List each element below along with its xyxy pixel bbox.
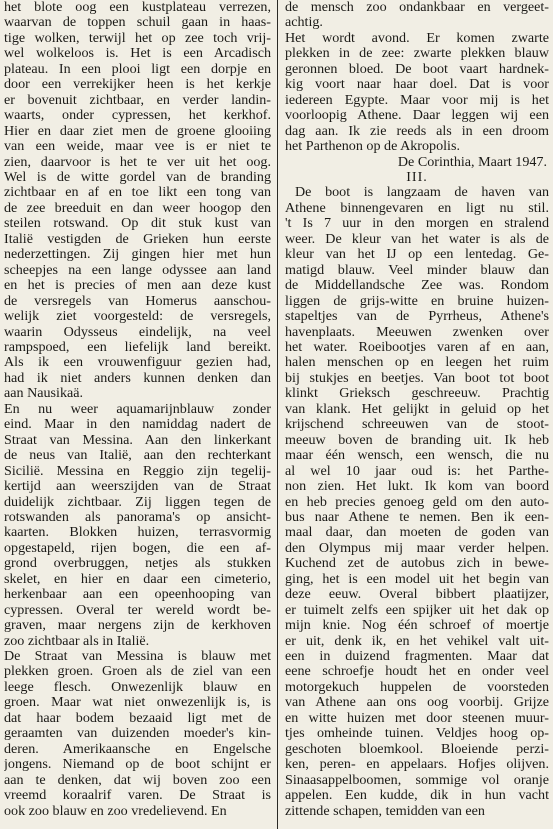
left-column-line: rotswanden als panorama's op ansicht- (4, 508, 271, 525)
right-column-line: meeuw boven de branding uit. Ik heb (285, 431, 549, 448)
right-column-line: van klank. Het gelijkt in geluid op het (285, 400, 549, 417)
left-column-line: ook zoo blauw en zoo vredelievend. En (4, 802, 227, 819)
left-column-line: plateau. In een plooi ligt een dorpje en (4, 60, 271, 77)
right-column-line: Het wordt avond. Er komen zwarte (285, 29, 549, 46)
left-column-line: Wel is de witte gordel van de branding (4, 168, 271, 185)
left-column-line: eind. Maar in den namiddag nadert de (4, 416, 271, 433)
left-column-line: kaarten. Blokken huizen, terrasvormig (4, 524, 271, 541)
left-column-line: aan te denken, dat wij boven zoo een (4, 771, 271, 788)
left-column-line: grond overbruggen, netjes als stukken (4, 555, 271, 572)
left-column-line: opgestapeld, rijen bogen, die een af- (4, 539, 271, 556)
left-column-line: zien, daarvoor is het te ver uit het oog. (4, 153, 271, 170)
right-column-line: het water. Roeibootjes varen af en aan, (285, 338, 549, 355)
right-column-line: klinkt Grieksch geschreeuw. Prachtig (285, 385, 549, 402)
left-column-line: geraamten van duizenden moeder's kin- (4, 725, 271, 742)
left-column-line: Straat van Messina. Aan den linkerkant (4, 431, 271, 448)
left-column-line: van een weide, maar vee is er niet te (4, 138, 271, 155)
left-column-line: en het is precies of men aan deze kust (4, 277, 271, 294)
right-column-line: kig voort naar haar doel. Dat is voor (285, 76, 549, 93)
left-column-line: de zee breeduit en dan weer hoogop den (4, 199, 271, 216)
right-column-line: er tuimelt zelfs een spijker uit het dak op (285, 601, 549, 618)
left-column-line: waarin Odysseus eindelijk, na veel (4, 323, 271, 340)
right-column-line: deze eeuw. Overal bibbert plaatijzer, (285, 586, 549, 603)
right-column-line: geronnen bloed. De boot vaart hardnek- (285, 60, 549, 77)
right-column-line: iedereen Egypte. Maar voor mij is het (285, 91, 549, 108)
left-column-line: De Straat van Messina is blauw met (4, 648, 271, 665)
right-column-line: mijn knie. Nog één schroef of moertje (285, 617, 549, 634)
right-column-line: motorgekuch huppelen de voorsteden (285, 678, 549, 695)
right-column-line: liggen de grijs-witte en bruine huizen- (285, 292, 549, 309)
left-column-line: kertijd aan weerszijden van de Straat (4, 478, 271, 495)
left-column-line: rampspoed, een liefelijk land bereikt. (4, 338, 271, 355)
left-column-line: waarvan de toppen schuil gaan in haas- (4, 14, 271, 31)
left-column-line: wel wolkeloos is. Het is een Arcadisch (4, 45, 271, 62)
left-column-line: vreemd koraalrif varen. De Straat is (4, 787, 271, 804)
left-column-line: Italië vestigden de Grieken hun eerste (4, 230, 271, 247)
right-column (285, 0, 549, 829)
right-column-line: bus naar Athene te nemen. Ben ik een- (285, 508, 549, 525)
right-column-line: krijschend schreeuwen van de stoot- (285, 416, 549, 433)
left-column-line: aan Nausikaä. (4, 385, 84, 402)
right-column-line: non zien. Het lukt. Ik kom van boord (285, 478, 549, 495)
right-column-line: de Middellandsche Zee was. Rondom (285, 277, 549, 294)
right-column-line: Sinaasappelboomen, sommige vol oranje (285, 771, 549, 788)
right-column-line: Kuchend zet de autobus zich in bewe- (285, 555, 549, 572)
right-column-line: 't Is 7 uur in den morgen en stralend (285, 215, 549, 232)
left-column-line: zoo zichtbaar als in Italië. (4, 632, 150, 649)
left-column-line: Hier en daar ziet men de groene glooiing (4, 122, 271, 139)
left-column-line: het blote oog een kustplateau verrezen, (4, 0, 271, 15)
left-column-line: welijk ziet voorgesteld: de versregels, (4, 308, 271, 325)
right-column-line: een in duizend fragmenten. Maar dat (285, 648, 549, 665)
right-column-line: voorloopig Athene. Daar leggen wij een (285, 107, 549, 124)
left-column-line: nederzettingen. Zij gingen hier met hun (4, 246, 271, 263)
right-column-line: het Parthenon op de Akropolis. (285, 138, 460, 155)
left-column-line: zichtbaar en af en toe likt een tong van (4, 184, 271, 201)
right-column-line: geschoten bloemkool. Bloeiende perzi- (285, 740, 549, 757)
right-column-line: maal daar, dan moeten de goden van (285, 524, 549, 541)
left-column-line: graven, maar nergens zijn de kerkhoven (4, 617, 271, 634)
right-column-line: halen menschen op en leegen het ruim (285, 354, 549, 371)
right-column-line: havenplaats. Meeuwen zwenken over (285, 323, 549, 340)
left-column-line: groen. Maar wat niet onwezenlijk is, is (4, 694, 271, 711)
right-column-line: weer. De kleur van het water is als de (285, 230, 549, 247)
left-column-line: Als ik een vrouwenfiguur gezien had, (4, 354, 271, 371)
right-column-line: kleur van het IJ op een lentedag. Ge- (285, 246, 549, 263)
left-column-line: En nu weer aquamarijnblauw zonder (4, 400, 271, 417)
left-column-line: skelet, en hier en daar een cimeterio, (4, 570, 271, 587)
left-column-line: Sicilië. Messina en Reggio zijn tegelij- (4, 462, 271, 479)
right-column-line: van Athene aan ons oog voorbij. Grijze (285, 694, 549, 711)
right-column-line: er uit, denk ik, en het vehikel valt uit- (285, 632, 549, 649)
left-column-line: de versregels van Homerus aanschou- (4, 292, 271, 309)
right-column-line: stapeltjes van de Pyrrheus, Athene's (285, 308, 549, 325)
right-column-line: den Olympus mij maar verder helpen. (285, 539, 549, 556)
right-column-line: eene schroefje houdt het en onder veel (285, 663, 549, 680)
right-column-line: ging, het is een model uit het begin van (285, 570, 549, 587)
right-column-line: maar één wensch, een wensch, die nu (285, 447, 549, 464)
right-column-line: al wel 10 jaar oud is: het Parthe- (285, 462, 549, 479)
left-column-line: scheepjes na een lange odyssee aan land (4, 261, 271, 278)
right-column-line: III. (406, 168, 428, 185)
left-column-line: duidelijk zichtbaar. Zij liggen tegen de (4, 493, 271, 510)
right-column-line: zittende schapen, temidden van een (285, 802, 485, 819)
right-column-line: De Corinthia, Maart 1947. (397, 153, 547, 170)
left-column-line: herkenbaar aan een opeenhooping van (4, 586, 271, 603)
right-column-line: De boot is langzaam de haven van (295, 184, 549, 201)
left-column-line: leege flesch. Onwezenlijk blauw en (4, 678, 271, 695)
right-column-line: Athene binnengevaren en ligt nu stil. (285, 199, 549, 216)
column-divider (277, 0, 278, 829)
left-column-line: dat haar bodem bezaaid ligt met de (4, 709, 271, 726)
left-column-line: plekken groen. Groen als de ziel van een (4, 663, 271, 680)
left-column-line: deren. Amerikaansche en Engelsche (4, 740, 271, 757)
right-column-line: achtig. (285, 14, 323, 31)
left-column-line: cypressen. Overal ter wereld wordt be- (4, 601, 271, 618)
right-column-line: bij stukjes en beetjes. Van boot tot boot (285, 369, 549, 386)
left-column-line: er bovenuit zichtbaar, en verder landin- (4, 91, 271, 108)
right-column-line: de mensch zoo ondankbaar en vergeet- (285, 0, 549, 15)
left-column (4, 0, 271, 829)
left-column-line: jongens. Niemand op de boot schijnt er (4, 756, 271, 773)
left-column-line: door een verrekijker heen is het kerkje (4, 76, 271, 93)
right-column-line: appelen. Een kudde, dik in hun vacht (285, 787, 549, 804)
left-column-line: waarts, onder cypressen, het kerkhof. (4, 107, 271, 124)
left-column-line: tige wolken, terwijl het op zee toch vrij- (4, 29, 271, 46)
right-column-line: dag aan. Ik zie reeds als in een droom (285, 122, 549, 139)
left-column-line: steilen rotswand. Op dit stuk kust van (4, 215, 271, 232)
right-column-line: tjes omheinde tuinen. Veldjes hoog op- (285, 725, 549, 742)
left-column-line: de neus van Italië, aan den rechterkant (4, 447, 271, 464)
right-column-line: en witte huizen met door steenen muur- (285, 709, 549, 726)
right-column-line: en heb precies genoeg geld om den auto- (285, 493, 549, 510)
left-column-line: had ik niet anders kunnen denken dan (4, 369, 271, 386)
right-column-line: ken, peren- en appelaars. Hofjes olijven. (285, 756, 549, 773)
right-column-line: plekken in de zee: zwarte plekken blauw (285, 45, 549, 62)
right-column-line: matigd blauw. Veel minder blauw dan (285, 261, 549, 278)
